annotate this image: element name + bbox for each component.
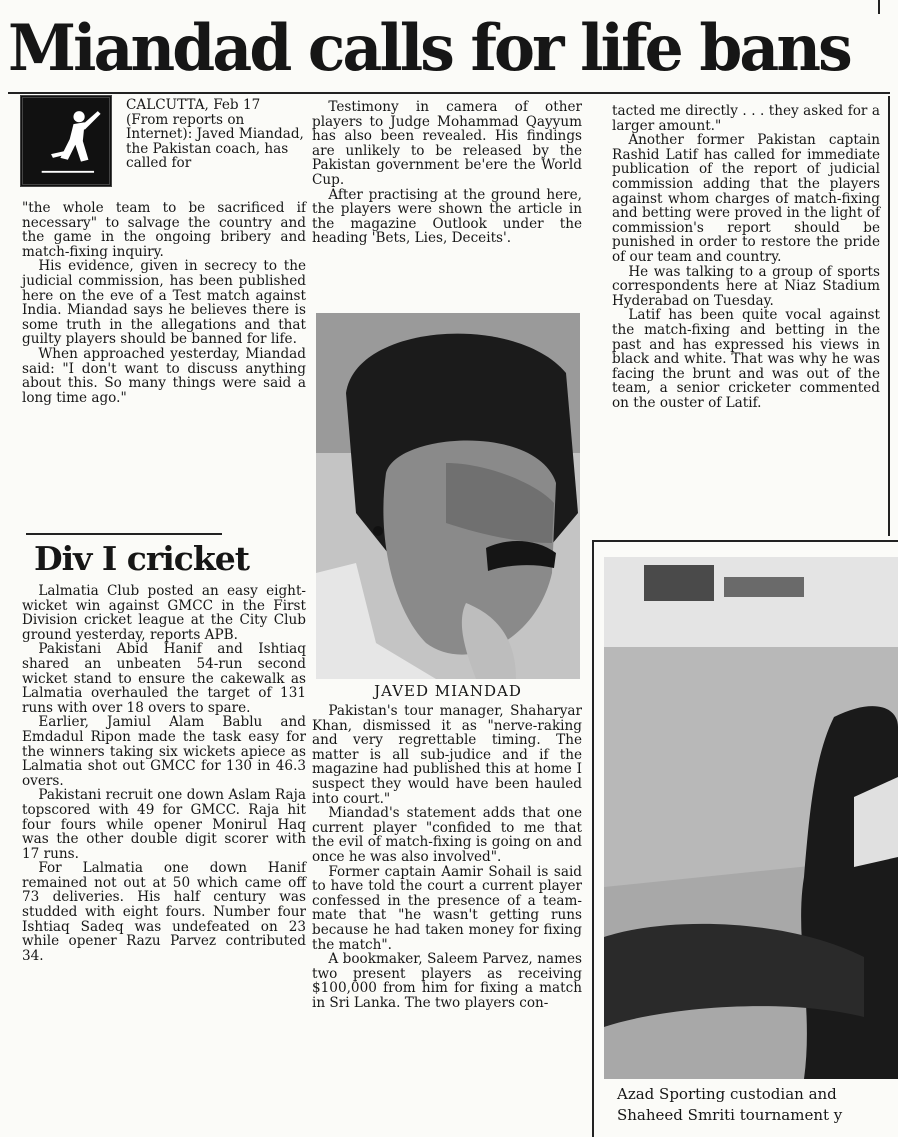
article-paragraph: Testimony in camera of other players to Judge Mohammad Qayyum has also been revealed. His findings are unlikely to be released by the Pakistan government be'ere the World Cup. [312, 99, 582, 188]
article-paragraph: Pakistan's tour manager, Shaharyar Khan, dismissed it as "nerve-raking and very regrettable timing. The matter is all sub-judice and if the magazine had published this at home I suspect they would have been hauled into court." [312, 703, 582, 807]
article-paragraph: "the whole team to be sacrificed if necessary" to salvage the country and the game in the ongoing bribery and match-fixing inquiry. [22, 200, 306, 260]
miandad-photo [316, 313, 580, 679]
article-paragraph: Latif has been quite vocal against the match-fixing and betting in the past and has expressed his views in black and white. That was why he was facing the brunt and was out of the team, a senior cricketer commented on the ouster of Latif. [612, 307, 880, 411]
cricket-batsman-icon [23, 98, 109, 184]
photo2-caption-line: Azad Sporting custodian and [617, 1085, 837, 1103]
article-paragraph: He was talking to a group of sports correspondents here at Niaz Stadium Hyderabad on Tuesday. [612, 263, 880, 309]
article-paragraph: His evidence, given in secrecy to the judicial commission, has been published here on the eve of a Test match against India. Miandad says he believes there is some truth in the allegations and that guilty players should be banned for life. [22, 258, 306, 348]
div1-paragraph: Lalmatia Club posted an easy eight-wicket win against GMCC in the First Division cricket league at the City Club ground yesterday, reports APB. [22, 583, 306, 643]
section-logo [20, 95, 112, 187]
photo2-box-top [592, 540, 898, 542]
photo-caption: JAVED MIANDAD [374, 682, 522, 700]
div1-paragraph: For Lalmatia one down Hanif remained not out at 50 which came off 73 deliveries. His half century was studded with eight fours. Number four Ishtiaq Sadeq was undefeated on 23 while opener Razu Parvez contributed 34. [22, 860, 306, 964]
article-paragraph: Another former Pakistan captain Rashid Latif has called for immediate publication of the report of judicial commission adding that the players against whom charges of match-fixing and betting were proved in the light of commission's report should be punished in order to restore the pride of our team and country. [612, 132, 880, 265]
article-paragraph: When approached yesterday, Miandad said: "I don't want to discuss anything about this. So many things were said a long time ago." [22, 345, 306, 406]
div1-heading: Div I cricket [34, 539, 249, 578]
article-paragraph: Former captain Aamir Sohail is said to have told the court a current player confessed in the presence of a team-mate that "he wasn't getting runs because he had taken money for fixing the match". [312, 863, 582, 953]
article-col3 [612, 104, 880, 410]
article-paragraph: After practising at the ground here, the players were shown the article in the magazine Outlook under the heading 'Bets, Lies, Deceits'. [312, 186, 582, 247]
article-col2-bottom [312, 704, 582, 1010]
cricket-photo [604, 557, 898, 1079]
article-col2-top [312, 100, 582, 246]
headline: Miandad calls for life bans [8, 11, 850, 86]
photo2-caption-line: Shaheed Smriti tournament y [617, 1106, 843, 1124]
col3-right-rule [888, 96, 890, 536]
headline-rule [8, 92, 890, 94]
dateline-paragraph: CALCUTTA, Feb 17 (From reports on Internet): Javed Miandad, the Pakistan coach, has called for [126, 97, 304, 172]
article-paragraph: A bookmaker, Saleem Parvez, names two present players as receiving $100,000 from him for fixing a match in Sri Lanka. The two players con- [312, 951, 582, 1011]
photo2-caption [617, 1084, 898, 1126]
div1-paragraph: Pakistani recruit one down Aslam Raja topscored with 49 for GMCC. Raja hit four fours while opener Monirul Haq was the other double digit scorer with 17 runs. [22, 787, 306, 862]
article-col1-intro [126, 98, 306, 171]
article-paragraph: tacted me directly . . . they asked for a larger amount." [612, 103, 880, 134]
photo2-box-left [592, 540, 594, 1137]
div1-paragraph: Earlier, Jamiul Alam Bablu and Emdadul Ripon made the task easy for the winners taking six wickets apiece as Lalmatia shot out GMCC for 130 in 46.3 overs. [22, 714, 306, 789]
column-divider [26, 533, 222, 535]
div1-paragraph: Pakistani Abid Hanif and Ishtiaq shared an unbeaten 54-run second wicket stand to ensure the cakewalk as Lalmatia overhauled the target of 131 runs with over 18 overs to spare. [22, 641, 306, 716]
div1-column [22, 584, 306, 963]
article-paragraph: Miandad's statement adds that one current player "confided to me that the evil of match-fixing is going on and once he was also involved". [312, 805, 582, 865]
article-col1 [22, 201, 306, 405]
top-right-rule [878, 0, 880, 14]
